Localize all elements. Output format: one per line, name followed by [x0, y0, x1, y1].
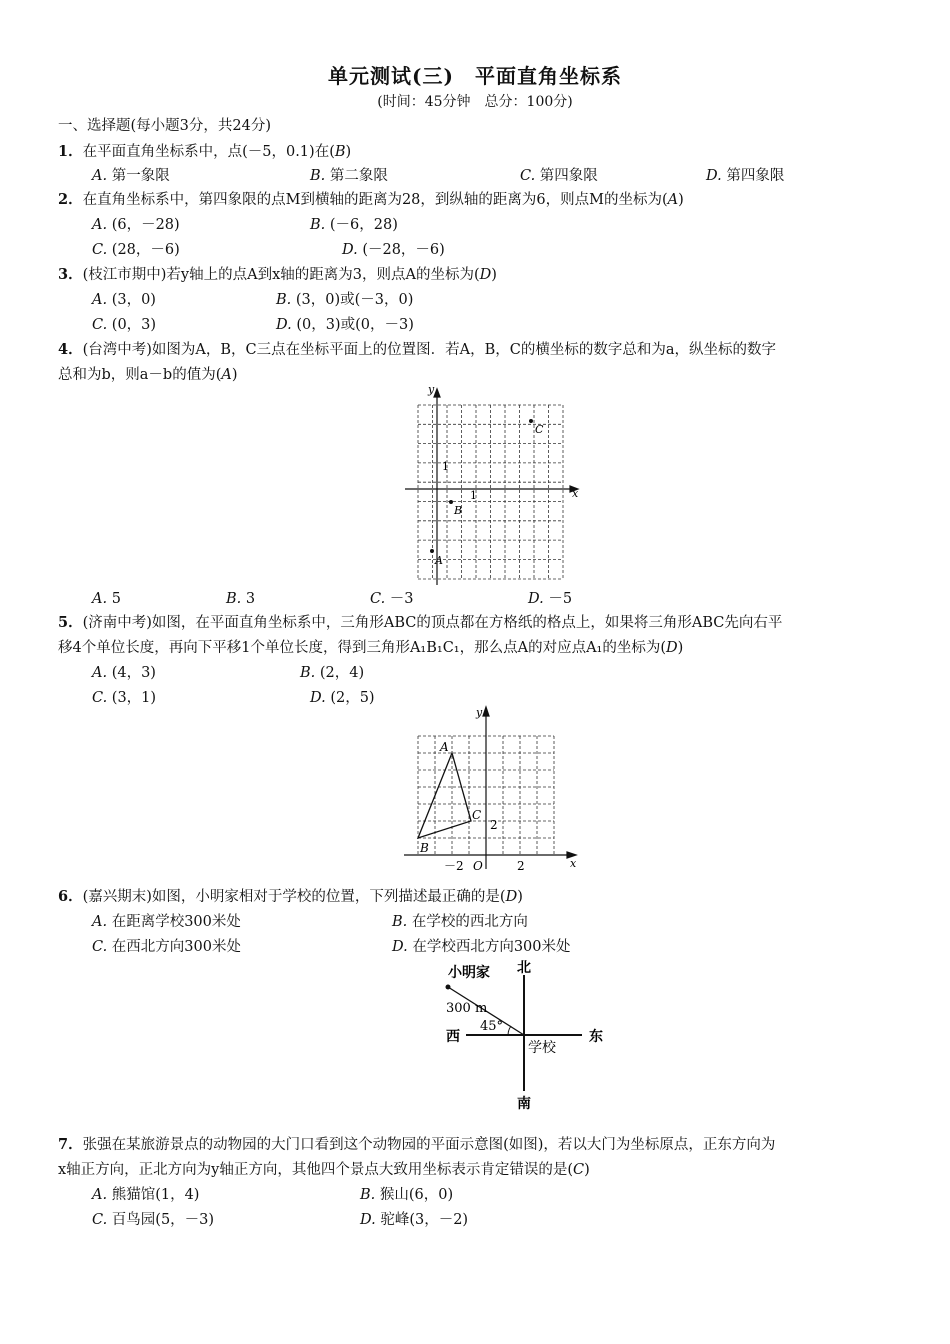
question-7-line2: [58, 1160, 590, 1180]
q5-c-text: (3，1): [111, 690, 157, 706]
q4-point-c: [529, 419, 533, 423]
q4-label-a: A: [435, 554, 443, 567]
q5-axes: [404, 707, 576, 869]
q4-option-c[interactable]: [370, 589, 414, 609]
q3-number: 3．: [58, 266, 83, 283]
q6-option-d[interactable]: [392, 937, 571, 957]
q4-tick-x1: 1: [470, 489, 477, 502]
q4-y-label: y: [428, 383, 435, 396]
q5-figure: [400, 703, 585, 873]
q7-close: ): [584, 1162, 590, 1178]
q5-c-letter: C.: [92, 690, 108, 706]
q5-option-a[interactable]: [92, 663, 156, 683]
q4-option-b[interactable]: [226, 589, 255, 609]
q7-option-b[interactable]: [360, 1185, 453, 1205]
q5-y-label: y: [476, 706, 483, 719]
q4-b-text: 3: [245, 591, 256, 607]
question-3: [58, 265, 497, 285]
q4-d-text: －5: [548, 591, 573, 607]
q6-angle-label: 45°: [480, 1019, 504, 1034]
q5-stem2: 移4个单位长度，再向下平移1个单位长度，得到三角形A₁B₁C₁，那么点A的对应点A₁的坐标为(: [58, 640, 667, 656]
question-4-line1: [58, 340, 776, 360]
question-2: [58, 190, 684, 210]
q1-option-d[interactable]: [706, 166, 784, 186]
q7-stem1: 张强在某旅游景点的动物园的大门口看到这个动物园的平面示意图(如图)，若以大门为坐标原点，正东方向为: [82, 1137, 776, 1153]
q1-d-letter: D.: [706, 168, 722, 184]
q6-b-letter: B.: [392, 914, 408, 930]
q7-b-text: 猴山(6，0): [379, 1187, 454, 1203]
q4-c-text: －3: [389, 591, 414, 607]
q2-a-text: (6，－28): [111, 217, 180, 233]
q7-d-text: 驼峰(3，－2): [380, 1212, 469, 1228]
q4-c-letter: C.: [370, 591, 386, 607]
q2-option-d[interactable]: [342, 240, 445, 260]
question-5-line2: [58, 638, 683, 658]
q3-c-letter: C.: [92, 317, 108, 333]
q6-home-label: 小明家: [448, 965, 490, 981]
q2-stem: 在直角坐标系中，第四象限的点M到横轴的距离为28，到纵轴的距离为6，则点M的坐标为(: [82, 192, 668, 208]
q5-number: 5．: [58, 614, 83, 631]
q5-a-letter: A.: [92, 665, 108, 681]
q3-close: ): [491, 267, 497, 283]
q6-west: 西: [446, 1029, 460, 1045]
q5-b-text: (2，4): [319, 665, 365, 681]
question-7-line1: [58, 1135, 775, 1155]
q5-label-b: B: [420, 841, 429, 855]
q7-c-letter: C.: [92, 1212, 108, 1228]
q5-stem1: (济南中考)如图，在平面直角坐标系中，三角形ABC的顶点都在方格纸的格点上，如果将三角形ABC先向右平: [82, 615, 783, 631]
q4-stem2: 总和为b，则a－b的值为(: [58, 367, 222, 383]
q2-c-letter: C.: [92, 242, 108, 258]
q6-c-text: 在西北方向300米处: [111, 939, 241, 955]
q6-distance-label: 300 m: [446, 1001, 488, 1016]
q5-d-letter: D.: [310, 690, 326, 706]
q6-east: 东: [589, 1029, 603, 1045]
question-5-line1: [58, 613, 782, 633]
q6-d-text: 在学校西北方向300米处: [412, 939, 571, 955]
q6-option-a[interactable]: [92, 912, 241, 932]
question-4-line2: [58, 365, 238, 385]
q3-d-text: (0，3)或(0，－3): [296, 317, 414, 333]
q1-option-c[interactable]: [520, 166, 598, 186]
q3-stem: (枝江市期中)若y轴上的点A到x轴的距离为3，则点A的坐标为(: [82, 267, 480, 283]
q2-c-text: (28，－6): [111, 242, 180, 258]
q3-a-text: (3，0): [111, 292, 156, 308]
q6-angle-arc: [508, 1026, 511, 1035]
q6-a-letter: A.: [92, 914, 108, 930]
q6-stem: (嘉兴期末)如图，小明家相对于学校的位置，下列描述最正确的是(: [82, 889, 506, 905]
q3-option-d[interactable]: [276, 315, 414, 335]
q5-label-c: C: [472, 808, 482, 822]
question-1: [58, 142, 351, 162]
q6-school-label: 学校: [528, 1040, 556, 1056]
q5-close: ): [677, 640, 684, 656]
q1-option-b[interactable]: [310, 166, 388, 186]
q1-stem: 在平面直角坐标系中，点(－5，0.1)在(: [82, 144, 335, 160]
q4-point-a: [430, 549, 434, 553]
q4-point-b: [449, 500, 453, 504]
q4-option-a[interactable]: [92, 589, 121, 609]
q2-option-c[interactable]: [92, 240, 180, 260]
q5-origin: O: [473, 859, 483, 873]
q2-a-letter: A.: [92, 217, 108, 233]
q5-triangle-abc: [418, 753, 471, 838]
q2-close: ): [678, 192, 684, 208]
q3-option-a[interactable]: [92, 290, 156, 310]
q3-d-letter: D.: [276, 317, 292, 333]
q6-option-b[interactable]: [392, 912, 528, 932]
q4-a-text: 5: [111, 591, 121, 607]
q6-south: 南: [517, 1096, 531, 1112]
q3-option-c[interactable]: [92, 315, 156, 335]
q2-b-text: (－6，28): [329, 217, 398, 233]
q1-a-text: 第一象限: [111, 168, 170, 184]
q4-x-label: x: [572, 487, 579, 500]
q3-option-b[interactable]: [276, 290, 413, 310]
q7-a-letter: A.: [92, 1187, 108, 1203]
q3-a-letter: A.: [92, 292, 108, 308]
q5-b-letter: B.: [300, 665, 316, 681]
page-subtitle: (时间：45分钟 总分：100分): [377, 94, 573, 110]
q6-d-letter: D.: [392, 939, 408, 955]
q6-north: 北: [517, 960, 531, 976]
q7-c-text: 百鸟园(5，－3): [111, 1212, 215, 1228]
q3-b-letter: B.: [276, 292, 292, 308]
q4-number: 4．: [58, 341, 83, 358]
q5-label-a: A: [440, 740, 449, 754]
q4-answer: A: [221, 367, 232, 383]
q4-option-d[interactable]: [528, 589, 572, 609]
q6-close: ): [517, 889, 523, 905]
q5-x-label: x: [570, 857, 577, 870]
q7-a-text: 熊猫馆(1，4): [111, 1187, 200, 1203]
q6-b-text: 在学校的西北方向: [411, 914, 528, 930]
q2-d-text: (－28，－6): [362, 242, 445, 258]
q2-number: 2．: [58, 191, 83, 208]
q7-number: 7．: [58, 1136, 83, 1153]
q5-option-b[interactable]: [300, 663, 364, 683]
q2-b-letter: B.: [310, 217, 326, 233]
q7-answer: C: [573, 1162, 585, 1178]
page-title: 单元测试(三) 平面直角坐标系: [328, 64, 622, 88]
q4-close: ): [231, 367, 238, 383]
q6-figure: [440, 955, 620, 1115]
q4-label-c: C: [535, 423, 544, 436]
q2-option-a[interactable]: [92, 215, 180, 235]
section-heading: 一、选择题(每小题3分，共24分): [58, 118, 271, 134]
q7-option-a[interactable]: [92, 1185, 199, 1205]
q5-d-text: (2，5): [330, 690, 375, 706]
q4-tick-y1: 1: [442, 460, 449, 473]
q7-d-letter: D.: [360, 1212, 376, 1228]
q5-answer: D: [666, 640, 678, 656]
q1-answer: B: [334, 144, 346, 160]
q4-d-letter: D.: [528, 591, 544, 607]
q6-home-point: [446, 985, 451, 990]
q3-answer: D: [479, 267, 492, 283]
q5-a-text: (4，3): [111, 665, 156, 681]
q6-answer: D: [505, 889, 518, 905]
q1-number: 1．: [58, 143, 83, 160]
q3-c-text: (0，3): [111, 317, 157, 333]
q2-option-b[interactable]: [310, 215, 398, 235]
q6-option-c[interactable]: [92, 937, 241, 957]
q1-b-letter: B.: [310, 168, 326, 184]
q5-tick-pos2: 2: [517, 859, 525, 873]
q6-a-text: 在距离学校300米处: [111, 914, 241, 930]
q4-a-letter: A.: [92, 591, 108, 607]
q1-a-letter: A.: [92, 168, 108, 184]
q4-label-b: B: [454, 504, 463, 517]
q4-stem1: (台湾中考)如图为A，B，C三点在坐标平面上的位置图．若A，B，C的横坐标的数字总和为a，纵坐标的数字: [82, 342, 776, 358]
q1-option-a[interactable]: [92, 166, 170, 186]
q4-axes: [405, 389, 578, 585]
q7-b-letter: B.: [360, 1187, 376, 1203]
q6-number: 6．: [58, 888, 83, 905]
q3-b-text: (3，0)或(－3，0): [295, 292, 414, 308]
q5-tick-neg2: －2: [444, 859, 464, 873]
q1-d-text: 第四象限: [726, 168, 785, 184]
q1-c-text: 第四象限: [539, 168, 598, 184]
q5-option-d[interactable]: [310, 688, 375, 708]
question-6: [58, 887, 523, 907]
q1-b-text: 第二象限: [329, 168, 388, 184]
q7-stem2: x轴正方向，正北方向为y轴正方向，其他四个景点大致用坐标表示肯定错误的是(: [58, 1162, 574, 1178]
q1-close: ): [345, 144, 352, 160]
q7-option-d[interactable]: [360, 1210, 468, 1230]
q5-option-c[interactable]: [92, 688, 156, 708]
q4-b-letter: B.: [226, 591, 242, 607]
q4-figure: [400, 385, 585, 585]
q2-d-letter: D.: [342, 242, 358, 258]
q6-c-letter: C.: [92, 939, 108, 955]
q1-c-letter: C.: [520, 168, 536, 184]
q2-answer: A: [667, 192, 679, 208]
q5-tick-y2: 2: [490, 818, 498, 832]
q7-option-c[interactable]: [92, 1210, 214, 1230]
